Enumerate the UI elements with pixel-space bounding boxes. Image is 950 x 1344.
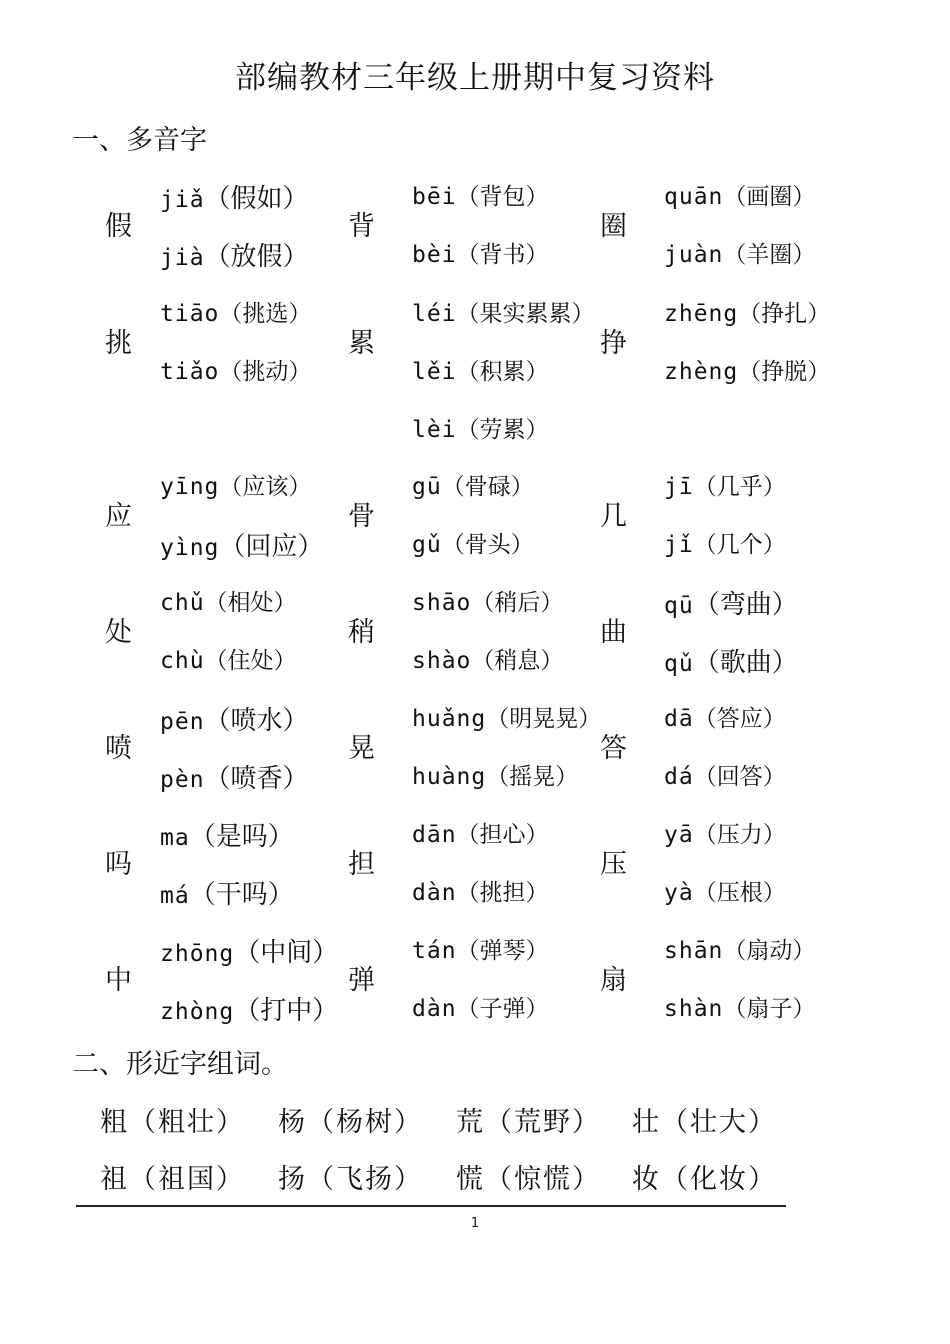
polyphone-char: 挑 bbox=[105, 328, 132, 359]
similar-char-word: 荒（荒野） bbox=[456, 1107, 601, 1138]
example-word: （摇晃） bbox=[486, 764, 579, 790]
example-word: （喷香） bbox=[204, 764, 309, 794]
pinyin-reading bbox=[160, 990, 338, 1027]
polyphone-char: 骨 bbox=[348, 501, 375, 532]
pinyin-text: yīng bbox=[160, 474, 220, 500]
pinyin-reading bbox=[664, 236, 815, 269]
section-polyphones-title: 一、多音字 bbox=[72, 125, 207, 156]
pinyin-text: huǎng bbox=[412, 706, 487, 732]
pinyin-reading bbox=[160, 874, 294, 911]
polyphone-char: 担 bbox=[348, 849, 375, 880]
pinyin-text: gū bbox=[412, 474, 442, 500]
example-word: （住处） bbox=[204, 648, 297, 674]
pinyin-reading bbox=[664, 178, 815, 211]
example-word: （应该） bbox=[219, 474, 312, 500]
polyphone-char: 稍 bbox=[348, 617, 375, 648]
example-word: （是吗） bbox=[189, 822, 294, 852]
pinyin-reading bbox=[412, 990, 549, 1023]
pinyin-reading bbox=[412, 178, 549, 211]
pinyin-reading bbox=[412, 295, 595, 328]
pinyin-text: yà bbox=[664, 880, 694, 906]
pinyin-reading bbox=[160, 295, 311, 328]
pinyin-reading bbox=[412, 353, 549, 386]
pinyin-reading bbox=[664, 758, 786, 791]
pinyin-text: bèi bbox=[412, 242, 457, 268]
polyphone-char: 圈 bbox=[600, 211, 627, 242]
example-word: （几个） bbox=[693, 532, 786, 558]
similar-char-word: 壮（壮大） bbox=[632, 1107, 777, 1138]
pinyin-text: bēi bbox=[412, 184, 457, 210]
pinyin-reading bbox=[412, 584, 563, 617]
pinyin-text: pèn bbox=[160, 767, 205, 793]
example-word: （骨头） bbox=[441, 532, 534, 558]
page-title: 部编教材三年级上册期中复习资料 bbox=[235, 60, 715, 96]
pinyin-reading bbox=[160, 353, 311, 386]
polyphone-char: 假 bbox=[105, 211, 132, 242]
example-word: （积累） bbox=[456, 359, 549, 385]
pinyin-reading bbox=[412, 874, 549, 907]
pinyin-text: dàn bbox=[412, 880, 457, 906]
example-word: （稍息） bbox=[471, 648, 564, 674]
pinyin-reading bbox=[664, 584, 798, 621]
pinyin-reading bbox=[160, 700, 309, 737]
pinyin-text: huàng bbox=[412, 764, 487, 790]
example-word: （劳累） bbox=[456, 417, 549, 443]
pinyin-reading bbox=[664, 468, 786, 501]
pinyin-reading bbox=[664, 990, 815, 1023]
example-word: （果实累累） bbox=[456, 301, 595, 327]
similar-char-word: 祖（祖国） bbox=[100, 1164, 245, 1195]
pinyin-reading bbox=[412, 932, 549, 965]
pinyin-reading bbox=[160, 584, 297, 617]
pinyin-text: zhòng bbox=[160, 999, 235, 1025]
similar-char-word: 杨（杨树） bbox=[278, 1107, 423, 1138]
section-similar-chars-title: 二、形近字组词。 bbox=[72, 1049, 288, 1080]
example-word: （弯曲） bbox=[693, 590, 798, 620]
similar-char-word: 粗（粗壮） bbox=[100, 1107, 245, 1138]
pinyin-text: shān bbox=[664, 938, 724, 964]
similar-char-word: 妆（化妆） bbox=[632, 1164, 777, 1195]
pinyin-reading bbox=[664, 642, 798, 679]
example-word: （子弹） bbox=[456, 996, 549, 1022]
polyphone-char: 答 bbox=[600, 733, 627, 764]
pinyin-reading bbox=[160, 468, 311, 501]
example-word: （挑选） bbox=[219, 301, 312, 327]
example-word: （挣扎） bbox=[738, 301, 831, 327]
polyphone-char: 吗 bbox=[105, 849, 132, 880]
polyphone-char: 曲 bbox=[600, 617, 627, 648]
polyphone-char: 晃 bbox=[348, 733, 375, 764]
pinyin-reading bbox=[664, 932, 815, 965]
pinyin-text: zhèng bbox=[664, 359, 739, 385]
pinyin-text: qǔ bbox=[664, 651, 694, 677]
polyphone-char: 处 bbox=[105, 617, 132, 648]
example-word: （背包） bbox=[456, 184, 549, 210]
pinyin-reading bbox=[664, 526, 786, 559]
example-word: （稍后） bbox=[471, 590, 564, 616]
example-word: （挑动） bbox=[219, 359, 312, 385]
example-word: （扇子） bbox=[723, 996, 816, 1022]
pinyin-reading bbox=[412, 758, 578, 791]
pinyin-reading bbox=[664, 353, 830, 386]
page-number: 1 bbox=[470, 1216, 480, 1231]
pinyin-text: jī bbox=[664, 474, 694, 500]
pinyin-text: shàn bbox=[664, 996, 724, 1022]
pinyin-reading bbox=[160, 758, 309, 795]
pinyin-text: zhōng bbox=[160, 941, 235, 967]
example-word: （背书） bbox=[456, 242, 549, 268]
pinyin-text: gǔ bbox=[412, 532, 442, 558]
pinyin-text: léi bbox=[412, 301, 457, 327]
example-word: （干吗） bbox=[189, 880, 294, 910]
pinyin-text: yā bbox=[664, 822, 694, 848]
example-word: （羊圈） bbox=[723, 242, 816, 268]
pinyin-reading bbox=[412, 816, 549, 849]
pinyin-text: tán bbox=[412, 938, 457, 964]
example-word: （几乎） bbox=[693, 474, 786, 500]
pinyin-text: lěi bbox=[412, 359, 457, 385]
pinyin-reading bbox=[160, 932, 338, 969]
example-word: （答应） bbox=[693, 706, 786, 732]
example-word: （歌曲） bbox=[693, 648, 798, 678]
polyphone-char: 压 bbox=[600, 849, 627, 880]
pinyin-reading bbox=[160, 642, 297, 675]
example-word: （相处） bbox=[204, 590, 297, 616]
pinyin-reading bbox=[412, 700, 601, 733]
pinyin-text: lèi bbox=[412, 417, 457, 443]
example-word: （假如） bbox=[204, 184, 309, 214]
pinyin-text: yìng bbox=[160, 535, 220, 561]
pinyin-text: dá bbox=[664, 764, 694, 790]
pinyin-text: tiāo bbox=[160, 301, 220, 327]
pinyin-text: chǔ bbox=[160, 590, 205, 616]
pinyin-text: juàn bbox=[664, 242, 724, 268]
pinyin-text: quān bbox=[664, 184, 724, 210]
example-word: （打中） bbox=[234, 996, 339, 1026]
example-word: （挑担） bbox=[456, 880, 549, 906]
polyphone-char: 挣 bbox=[600, 328, 627, 359]
example-word: （回应） bbox=[219, 532, 324, 562]
pinyin-text: dàn bbox=[412, 996, 457, 1022]
example-word: （中间） bbox=[234, 938, 339, 968]
pinyin-text: shāo bbox=[412, 590, 472, 616]
pinyin-reading bbox=[412, 468, 534, 501]
pinyin-reading bbox=[412, 526, 534, 559]
example-word: （明晃晃） bbox=[486, 706, 602, 732]
example-word: （压根） bbox=[693, 880, 786, 906]
polyphone-char: 几 bbox=[600, 501, 627, 532]
polyphone-char: 中 bbox=[105, 965, 132, 996]
pinyin-text: pēn bbox=[160, 709, 205, 735]
example-word: （骨碌） bbox=[441, 474, 534, 500]
example-word: （弹琴） bbox=[456, 938, 549, 964]
pinyin-text: chù bbox=[160, 648, 205, 674]
pinyin-reading bbox=[160, 178, 309, 215]
pinyin-reading bbox=[412, 236, 549, 269]
pinyin-reading bbox=[412, 642, 563, 675]
example-word: （压力） bbox=[693, 822, 786, 848]
pinyin-text: dān bbox=[412, 822, 457, 848]
pinyin-text: shào bbox=[412, 648, 472, 674]
example-word: （喷水） bbox=[204, 706, 309, 736]
pinyin-reading bbox=[412, 411, 549, 444]
polyphone-char: 应 bbox=[105, 501, 132, 532]
polyphone-char: 累 bbox=[348, 328, 375, 359]
pinyin-text: jǐ bbox=[664, 532, 694, 558]
pinyin-text: tiǎo bbox=[160, 359, 220, 385]
polyphone-char: 弹 bbox=[348, 965, 375, 996]
similar-char-word: 扬（飞扬） bbox=[278, 1164, 423, 1195]
example-word: （回答） bbox=[693, 764, 786, 790]
example-word: （担心） bbox=[456, 822, 549, 848]
pinyin-reading bbox=[664, 295, 830, 328]
example-word: （挣脱） bbox=[738, 359, 831, 385]
example-word: （扇动） bbox=[723, 938, 816, 964]
polyphone-char: 喷 bbox=[105, 733, 132, 764]
footer-rule bbox=[76, 1205, 786, 1207]
pinyin-text: ma bbox=[160, 825, 190, 851]
example-word: （放假） bbox=[204, 242, 309, 272]
similar-char-word: 慌（惊慌） bbox=[456, 1164, 601, 1195]
pinyin-reading bbox=[664, 816, 786, 849]
pinyin-reading bbox=[160, 236, 309, 273]
pinyin-reading bbox=[160, 816, 294, 853]
example-word: （画圈） bbox=[723, 184, 816, 210]
polyphone-char: 扇 bbox=[600, 965, 627, 996]
pinyin-reading bbox=[160, 526, 323, 563]
pinyin-reading bbox=[664, 874, 786, 907]
pinyin-reading bbox=[664, 700, 786, 733]
pinyin-text: jiǎ bbox=[160, 187, 205, 213]
pinyin-text: zhēng bbox=[664, 301, 739, 327]
pinyin-text: má bbox=[160, 883, 190, 909]
pinyin-text: dā bbox=[664, 706, 694, 732]
pinyin-text: qū bbox=[664, 593, 694, 619]
polyphone-char: 背 bbox=[348, 211, 375, 242]
pinyin-text: jià bbox=[160, 245, 205, 271]
